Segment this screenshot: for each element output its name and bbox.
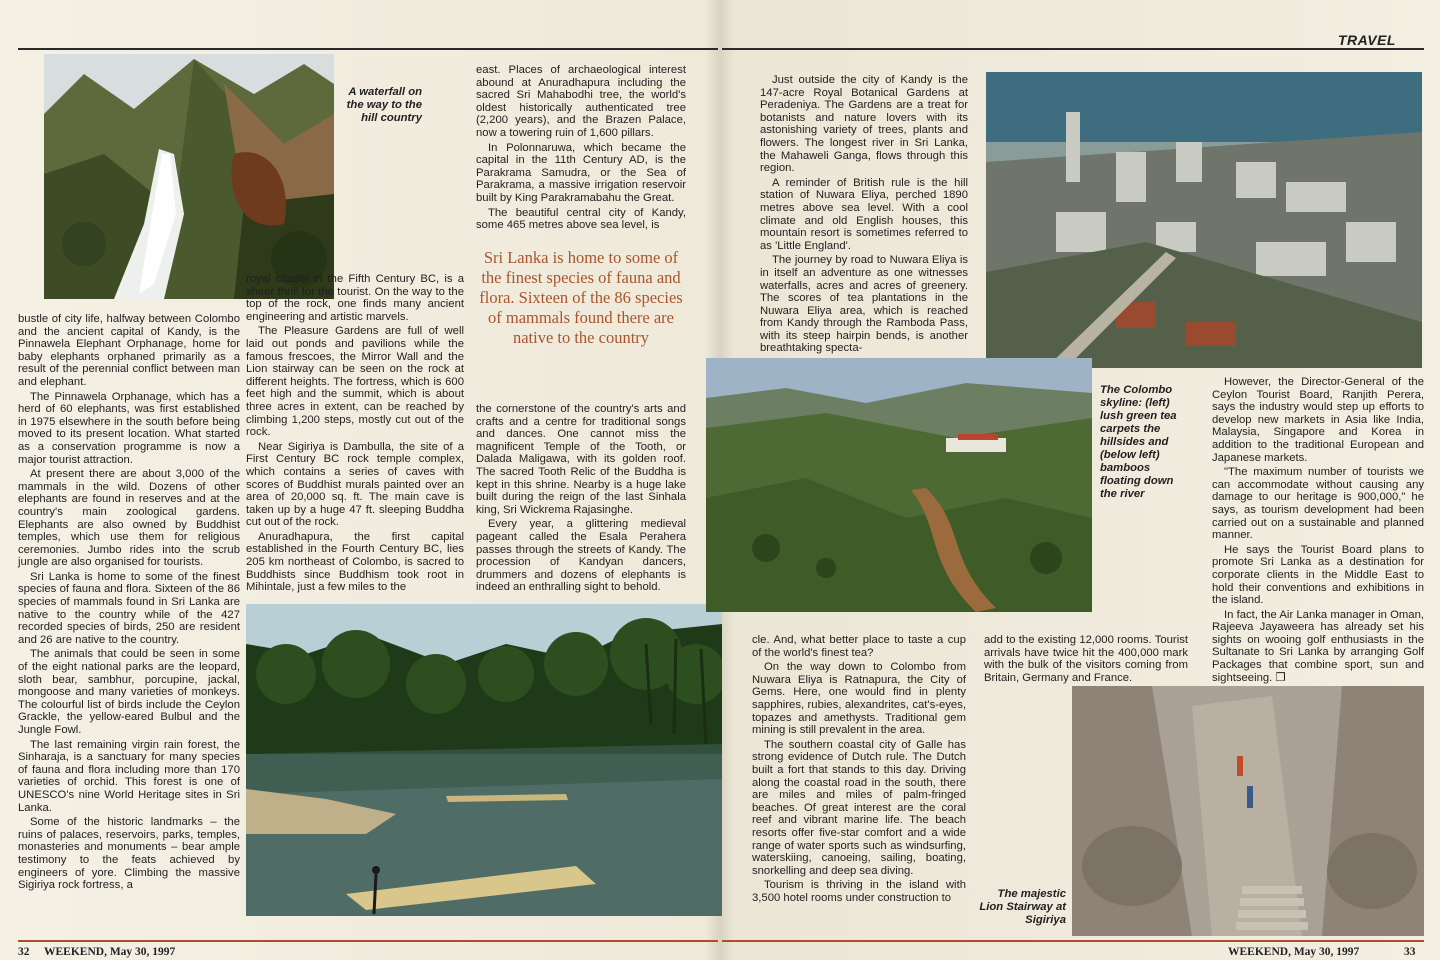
right-column-1-top	[760, 74, 968, 357]
paragraph: Anuradhapura, the first capital established in the Fourth Century BC, lies 205 km northeast of Colombo, is sacred to Buddhists since Buddhism took root in Mihintale, just a few miles to the	[246, 530, 464, 594]
caption-waterfall: A waterfall on the way to the hill country	[346, 86, 422, 124]
paragraph: At present there are about 3,000 of the mammals in the wild. Dozens of other elephants are found in reserves and at the country's main zoological gardens. Elephants are also owned by Buddhist temples, which use them for religious ceremonies. Jumbo rides into the scrub jungle are also organised for tourists.	[18, 468, 240, 569]
paragraph: The Pinnawela Orphanage, which has a herd of 60 elephants, was first established in 1975 elsewhere in the south before being moved to its present location. What started as a conservation programme is now a major tourist attraction.	[18, 390, 240, 466]
left-column-2	[246, 273, 464, 596]
paragraph: bustle of city life, halfway between Colombo and the ancient capital of Kandy, is the Pinnawela Elephant Orphanage, home for baby elephants orphaned primarily as a result of the perennial conflict between man and elephant.	[18, 313, 240, 388]
waterfall-photo	[44, 54, 334, 299]
paragraph: east. Places of archaeological interest abound at Anuradhapura including the sacred Sri Mahabodhi tree, the world's oldest historically authenticated tree (2,200 years), and the Brazen Palace, now a towering ruin of 1,600 pillars.	[476, 64, 686, 139]
left-column-3-top	[476, 64, 686, 234]
paragraph: In fact, the Air Lanka manager in Oman, Rajeeva Jayaweera has already set his sights on wooing golf enthusiasts in the Sultanate to Sri Lanka by arranging Golf Packages that combine sport, sun and sightseeing. ❐	[1212, 608, 1424, 684]
paragraph: Some of the historic landmarks – the ruins of palaces, reservoirs, parks, temples, monasteries and monuments – bear ample testimony to the feats achieved by engineers of yore. Climbing the massive Sigiriya rock fortress, a	[18, 816, 240, 892]
paragraph: Every year, a glittering medieval pageant called the Esala Perahera passes through the streets of Kandy. The procession of Kandyan dancers, drummers and dozens of elephants is indeed an enthralling sight to behold.	[476, 518, 686, 594]
paragraph: The southern coastal city of Galle has strong evidence of Dutch rule. The Dutch built a fort that stands to this day. Driving along the coastal road in the south, there are miles and miles of palm-fringed beaches. Of great interest are the coral reef and vibrant marine life. The beach resorts offer five-star comfort and a wide range of water sports such as windsurfing, waterskiing, canoeing, sailing, boating, snorkelling and deep sea diving.	[752, 738, 966, 877]
bottom-rule-right	[722, 940, 1424, 942]
paragraph: Sri Lanka is home to some of the finest species of fauna and flora. Sixteen of the 86 species of mammals found in Sri Lanka are native to the country while of the 427 recorded species of birds, 250 are resident and 26 are native to the country.	[18, 570, 240, 646]
paragraph: The journey by road to Nuwara Eliya is in itself an adventure as one witnesses waterfalls, acres and acres of greenery. The scores of tea plantations in the Nuwara Eliya area, which is reached from Kandy through the Ramboda Pass, with its steep hairpin bends, is another breathtaking specta-	[760, 254, 968, 355]
right-column-1-bottom	[752, 634, 966, 906]
colombo-skyline-photo	[986, 72, 1422, 368]
bottom-rule-left	[18, 940, 718, 942]
paragraph: The last remaining virgin rain forest, the Sinharaja, is a sanctuary for many species of fauna and flora including more than 170 varieties of orchid. This forest is one of UNESCO's nine World Heritage sites in Sri Lanka.	[18, 738, 240, 814]
paragraph: In Polonnaruwa, which became the capital in the 11th Century AD, is the Parakrama Samudra, or the Sea of Parakrama, a massive irrigation reservoir built by King Parakramabahu the Great.	[476, 141, 686, 204]
folio-left: WEEKEND, May 30, 1997	[44, 946, 176, 958]
lion-stairway-photo	[1072, 686, 1424, 936]
pull-quote: Sri Lanka is home to some of the finest species of fauna and flora. Sixteen of the 86 species of mammals found there are native to the country	[479, 248, 683, 347]
paragraph: A reminder of British rule is the hill station of Nuwara Eliya, perched 1890 metres above sea level. With a cool climate and old English houses, this mountain resort is sometimes referred to as 'Little England'.	[760, 176, 968, 252]
paragraph: However, the Director-General of the Ceylon Tourist Board, Ranjith Perera, says the industry would step up efforts to develop new markets in Asia like India, Malaysia, Singapore and Korea in addition to the traditional European and Japanese markets.	[1212, 376, 1424, 464]
folio-right: WEEKEND, May 30, 1997	[1228, 946, 1360, 958]
right-column-3	[1212, 376, 1424, 686]
caption-colombo: The Colombo skyline: (left) lush green tea carpets the hillsides and (below left) bamboos floating down the river	[1100, 384, 1177, 500]
paragraph: cle. And, what better place to taste a cup of the world's finest tea?	[752, 634, 966, 659]
section-tag: TRAVEL	[1338, 32, 1396, 48]
river-bamboo-photo	[246, 604, 722, 916]
right-column-2-fragment	[984, 634, 1188, 686]
paragraph: the cornerstone of the country's arts and crafts and a centre for traditional songs and dances. One cannot miss the magnificent Temple of the Tooth, or Dalada Maligawa, with its golden roof. The sacred Tooth Relic of the Buddha is kept in this shrine. Nearby is a huge lake built during the reign of the last Sinhala king, Sri Wickrema Rajasinghe.	[476, 403, 686, 516]
left-column-3-bottom	[476, 403, 686, 596]
paragraph: The animals that could be seen in some of the eight national parks are the leopard, sloth bear, sambhur, porcupine, jackal, mongoose and many varieties of monkeys. The colourful list of birds include the Ceylon Grackle, the yellow-eared Bulbul and the Jungle Fowl.	[18, 648, 240, 736]
paragraph: add to the existing 12,000 rooms. Tourist arrivals have twice hit the 400,000 mark with the bulk of the visitors coming from Britain, Germany and France.	[984, 634, 1188, 684]
paragraph: royal citadel in the Fifth Century BC, is a sheer thrill for the tourist. On the way to the top of the rock, one finds many ancient engineering and artistic marvels.	[246, 273, 464, 323]
paragraph: "The maximum number of tourists we can accommodate without causing any damage to our heritage is 900,000," he says, as tourism development had been carried out on a sustainable and planned manner.	[1212, 466, 1424, 542]
paragraph: Tourism is thriving in the island with 3,500 hotel rooms under construction to	[752, 879, 966, 904]
left-column-1	[18, 313, 240, 894]
caption-lion: The majestic Lion Stairway at Sigiriya	[979, 888, 1066, 926]
paragraph: Just outside the city of Kandy is the 147-acre Royal Botanical Gardens at Peradeniya. The Gardens are a treat for botanists and nature lovers with its astonishing variety of trees, plants and flowers. The longest river in Sri Lanka, the Mahaweli Ganga, flows through this region.	[760, 74, 968, 175]
paragraph: On the way down to Colombo from Nuwara Eliya is Ratnapura, the City of Gems. Here, one would find in plenty sapphires, rubies, alexandrites, cat's-eyes, topazes and amethysts. Traditional gem mining is still prevalent in the area.	[752, 661, 966, 737]
page-number-right: 33	[1404, 946, 1416, 958]
paragraph: The beautiful central city of Kandy, some 465 metres above sea level, is	[476, 206, 686, 232]
top-rule-right	[722, 48, 1424, 50]
paragraph: The Pleasure Gardens are full of well laid out ponds and pavilions while the famous frescoes, the Mirror Wall and the Lion stairway can be seen on the rock at different heights. The fortress, which is 600 feet high and the summit, which is about three acres in extent, can be reached by climbing 1,200 steps, mostly cut out of the rock.	[246, 325, 464, 439]
paragraph: He says the Tourist Board plans to promote Sri Lanka as a destination for corporate clients in the Middle East to hold their conventions and exhibitions in the island.	[1212, 543, 1424, 607]
tea-plantation-photo	[706, 358, 1092, 612]
top-rule-left	[18, 48, 718, 50]
paragraph: Near Sigiriya is Dambulla, the site of a First Century BC rock temple complex, which contains a series of caves with scores of Buddhist murals painted over an area of 20,000 sq. ft. The main cave is taken up by a huge 47 ft. sleeping Buddha cut out of the rock.	[246, 440, 464, 529]
page-number-left: 32	[18, 946, 30, 958]
